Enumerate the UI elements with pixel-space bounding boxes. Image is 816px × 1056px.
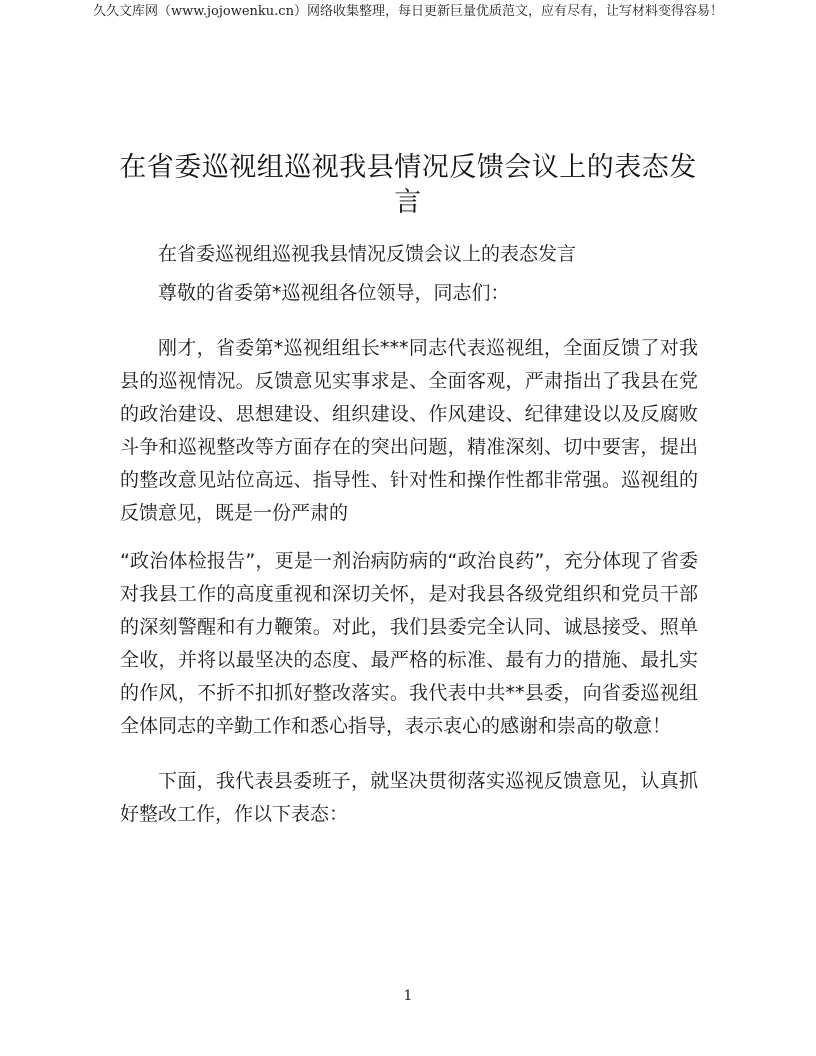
body-paragraph-3: 下面，我代表县委班子，就坚决贯彻落实巡视反馈意见，认真抓好整改工作，作以下表态： (120, 770, 698, 825)
body-paragraph-1: 刚才，省委第*巡视组组长***同志代表巡视组，全面反馈了对我县的巡视情况。反馈意见实事求是、全面客观，严肃指出了我县在党的政治建设、思想建设、组织建设、作风建设、纪律建设以及反腐败斗争和巡视整改等方面存在的突出问题，精准深刻、切中要害，提出的整改意见站位高远、指导性、针对性和操作性都非常强。巡视组的反馈意见，既是一份严肃的 (120, 337, 698, 524)
salutation: 尊敬的省委第*巡视组各位领导，同志们： (158, 282, 510, 304)
page-number: 1 (403, 988, 413, 1004)
document-title: 在省委巡视组巡视我县情况反馈会议上的表态发言 (119, 152, 697, 218)
document-body (120, 238, 698, 831)
body-paragraph-2: “政治体检报告”，更是一剂治病防病的“政治良药”，充分体现了省委对我县工作的高度重视和深切关怀，是对我县各级党组织和党员干部的深刻警醒和有力鞭策。对此，我们县委完全认同、诚恳接受、照单全收，并将以最坚决的态度、最严格的标准、最有力的措施、最扎实的作风，不折不扣抓好整改落实。我代表中共**县委，向省委巡视组全体同志的辛勤工作和悉心指导，表示衷心的感谢和崇高的敬意！ (120, 550, 698, 737)
document-subtitle: 在省委巡视组巡视我县情况反馈会议上的表态发言 (158, 243, 577, 265)
watermark-header-note: 久久文库网（www.jojowenku.cn）网络收集整理，每日更新巨量优质范文，应有尽有，让写材料变得容易！ (93, 4, 723, 19)
